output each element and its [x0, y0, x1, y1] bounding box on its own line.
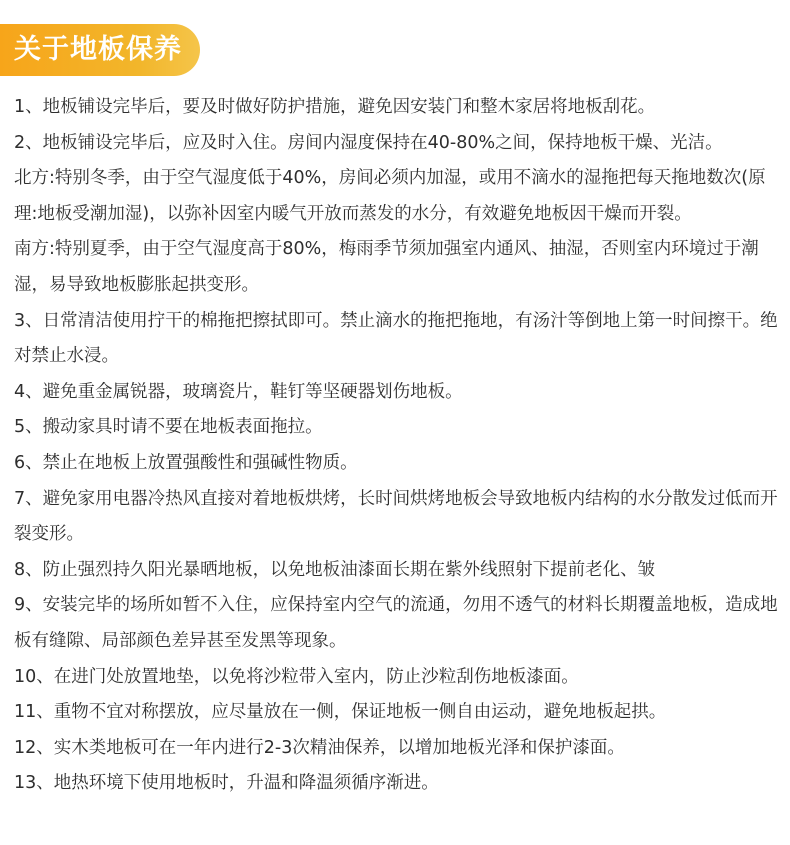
paragraph-12: 12、实木类地板可在一年内进行2-3次精油保养，以增加地板光泽和保护漆面。	[14, 737, 625, 758]
section-header-band	[0, 24, 200, 76]
paragraph-2: 2、地板铺设完毕后，应及时入住。房间内湿度保持在40-80%之间，保持地板干燥、光洁。	[14, 132, 723, 153]
paragraph-7: 7、避免家用电器冷热风直接对着地板烘烤，长时间烘烤地板会导致地板内结构的水分散发过低而开裂变形。	[14, 488, 778, 545]
paragraph-3: 3、日常清洁使用拧干的棉拖把擦拭即可。禁止滴水的拖把拖地，有汤汁等倒地上第一时间擦干。绝对禁止水浸。	[14, 310, 778, 367]
paragraph-north: 北方:特别冬季，由于空气湿度低于40%，房间必须内加湿，或用不滴水的湿拖把每天拖地数次(原理:地板受潮加湿)，以弥补因室内暖气开放而蒸发的水分，有效避免地板因干燥而开裂。	[14, 168, 766, 224]
paragraph-11: 11、重物不宜对称摆放，应尽量放在一侧，保证地板一侧自由运动，避免地板起拱。	[14, 702, 667, 723]
paragraph-4: 4、避免重金属锐器，玻璃瓷片，鞋钉等坚硬器划伤地板。	[14, 381, 463, 402]
paragraph-5: 5、搬动家具时请不要在地板表面拖拉。	[14, 417, 323, 438]
paragraph-13: 13、地热环境下使用地板时，升温和降温须循序渐进。	[14, 773, 439, 794]
care-instructions	[14, 90, 780, 802]
paragraph-1: 1、地板铺设完毕后，要及时做好防护措施，避免因安装门和整木家居将地板刮花。	[14, 97, 656, 117]
paragraph-8: 8、防止强烈持久阳光暴晒地板，以免地板油漆面长期在紫外线照射下提前老化、皱	[14, 559, 656, 580]
paragraph-6: 6、禁止在地板上放置强酸性和强碱性物质。	[14, 452, 358, 473]
paragraph-south: 南方:特别夏季，由于空气湿度高于80%，梅雨季节须加强室内通风、抽湿，否则室内环境过于潮湿，易导致地板膨胀起拱变形。	[14, 239, 759, 295]
paragraph-10: 10、在进门处放置地垫，以免将沙粒带入室内，防止沙粒刮伤地板漆面。	[14, 666, 579, 687]
paragraph-9: 9、安装完毕的场所如暂不入住，应保持室内空气的流通，勿用不透气的材料长期覆盖地板，造成地板有缝隙、局部颜色差异甚至发黑等现象。	[14, 595, 778, 651]
section-title: 关于地板保养	[14, 34, 182, 65]
